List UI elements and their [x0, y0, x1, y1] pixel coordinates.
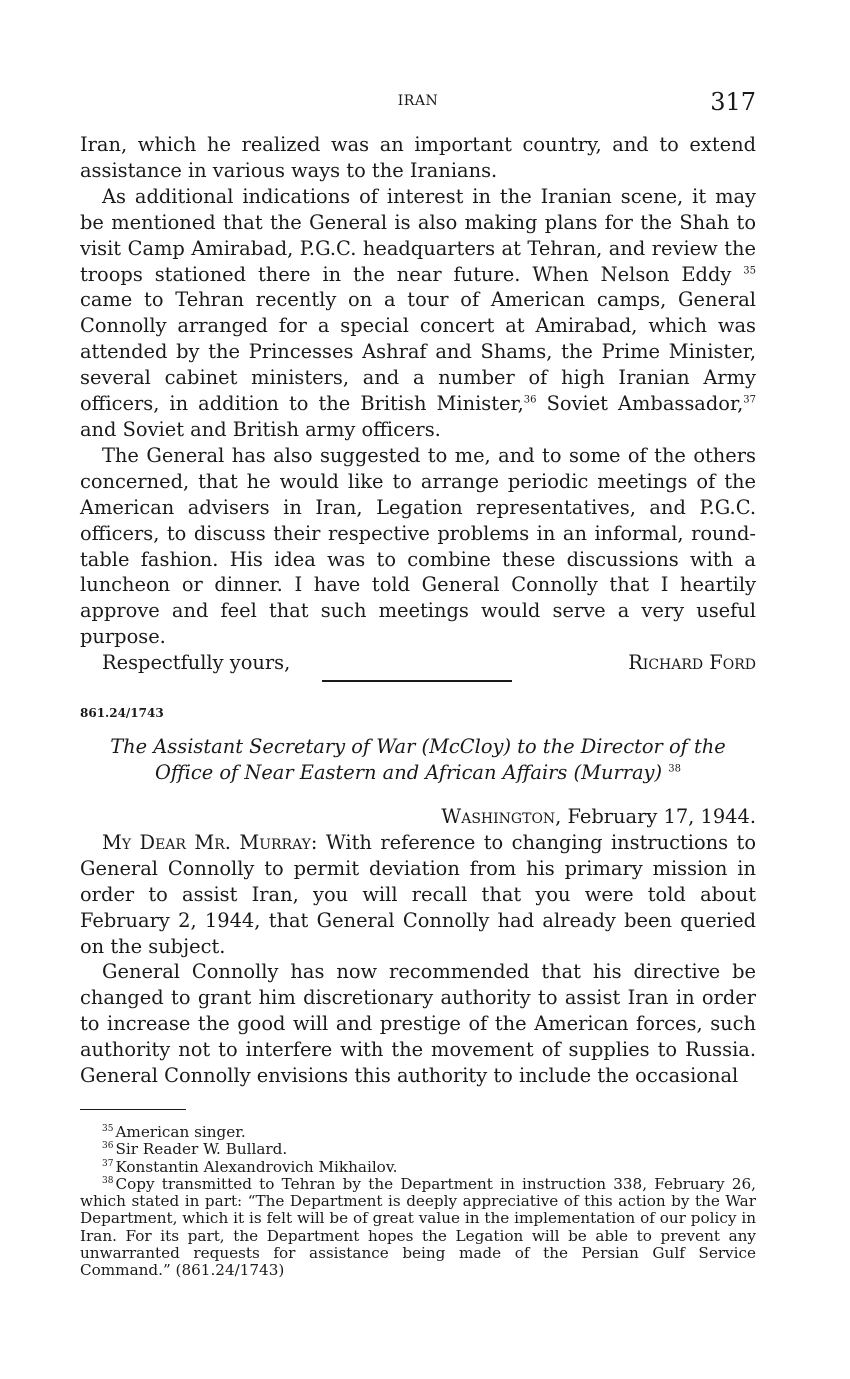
dateline-date: , February 17, 1944. [555, 805, 756, 828]
file-number: 861.24/1743 [80, 706, 164, 720]
footnote-mark: 35 [102, 1123, 114, 1134]
footnote [80, 1176, 756, 1280]
salutation: My Dear Mr. Murray [102, 830, 311, 854]
paragraph-text: As additional indications of interest in the Iranian scene, it may be mentioned that the General is also making plans for the Shah to visit Camp Amirabad, P.G.C. headquarters at Tehran, and review the troops stationed there in the near future. When Nelson Eddy [80, 184, 756, 286]
footnote-mark: 38 [102, 1175, 114, 1186]
signature: Richard Ford [628, 651, 756, 675]
running-title: IRAN [397, 93, 439, 109]
running-head [80, 88, 756, 118]
document-title [80, 734, 756, 786]
footnote-mark: 36 [102, 1141, 114, 1152]
footnote-text: Konstantin Alexandrovich Mikhailov. [115, 1157, 398, 1176]
signoff [80, 650, 756, 676]
footnote-ref: 37 [743, 394, 756, 406]
paragraph-text: General Connolly has now recommended that his directive be changed to grant him discretionary authority to assist Iran in order to increase the good will and prestige of the American forces, such authority not to interfere with the movement of supplies to Russia. General Connolly envisions this authority to include the occasional [80, 960, 756, 1088]
paragraph-text: and Soviet and British army officers. [80, 417, 441, 441]
paragraph-text: : With reference to changing instructions to General Connolly to permit deviation from his primary mission in order to assist Iran, you will recall that you were told about February 2, 1944, that General Connolly had already been queried on the subject. [80, 830, 756, 958]
footnote-text: American singer. [115, 1123, 246, 1141]
paragraph [80, 830, 756, 960]
paragraph-text: Soviet Ambassador, [546, 392, 744, 416]
footnote-ref: 35 [743, 265, 756, 277]
paragraph-text: came to Tehran recently on a tour of American camps, General Connolly arranged for a special concert at Amirabad, which was attended by the Princesses Ashraf and Shams, the Prime Minister, several cabinet ministers, and a number of high Iranian Army officers, in addition to the British Minister, [80, 288, 756, 416]
paragraph [80, 184, 756, 443]
closing: Respectfully yours, [102, 651, 291, 675]
document-title-text: The Assistant Secretary of War (McCloy) to the Director of the Office of Near Eastern and African Affairs (Murray) [110, 735, 726, 784]
footnote [80, 1124, 756, 1141]
letter-body [80, 804, 756, 1089]
paragraph-text: Iran, which he realized was an important country, and to extend assistance in various ways to the Iranians. [80, 133, 756, 182]
footnote-ref: 36 [523, 394, 537, 406]
footnote-text: Copy transmitted to Tehran by the Department in instruction 338, February 26, which stated in part: “The Department is deeply appreciative of this action by the War Department, which it is felt will be of great value in the implementation of our policy in Iran. For its part, the Department hopes the Legation will be able to prevent any unwarranted requests for assistance being made of the Persian Gulf Service Command.” (861.24/1743) [80, 1174, 756, 1280]
footnote [80, 1141, 756, 1158]
dateline [80, 804, 756, 830]
footnote-divider [80, 1109, 186, 1110]
footnotes [80, 1124, 756, 1280]
paragraph-text: The General has also suggested to me, and to some of the others concerned, that he would like to arrange periodic meetings of the American advisers in Iran, Legation representatives, and P.G.C. officers, to discuss their respective problems in an informal, round-table fashion. His idea was to combine these discussions with a luncheon or dinner. I have told General Connolly that I heartily approve and feel that such meetings would serve a very useful purpose. [80, 443, 756, 649]
dateline-place: Washington [441, 805, 556, 828]
letter-continuation [80, 132, 756, 676]
paragraph [80, 132, 756, 184]
footnote [80, 1159, 756, 1176]
paragraph [80, 959, 756, 1089]
footnote-ref: 38 [668, 763, 681, 775]
page-number: 317 [710, 88, 756, 116]
footnote-mark: 37 [102, 1158, 114, 1169]
footnote-text: Sir Reader W. Bullard. [115, 1140, 288, 1159]
section-divider [322, 680, 512, 682]
paragraph [80, 443, 756, 650]
